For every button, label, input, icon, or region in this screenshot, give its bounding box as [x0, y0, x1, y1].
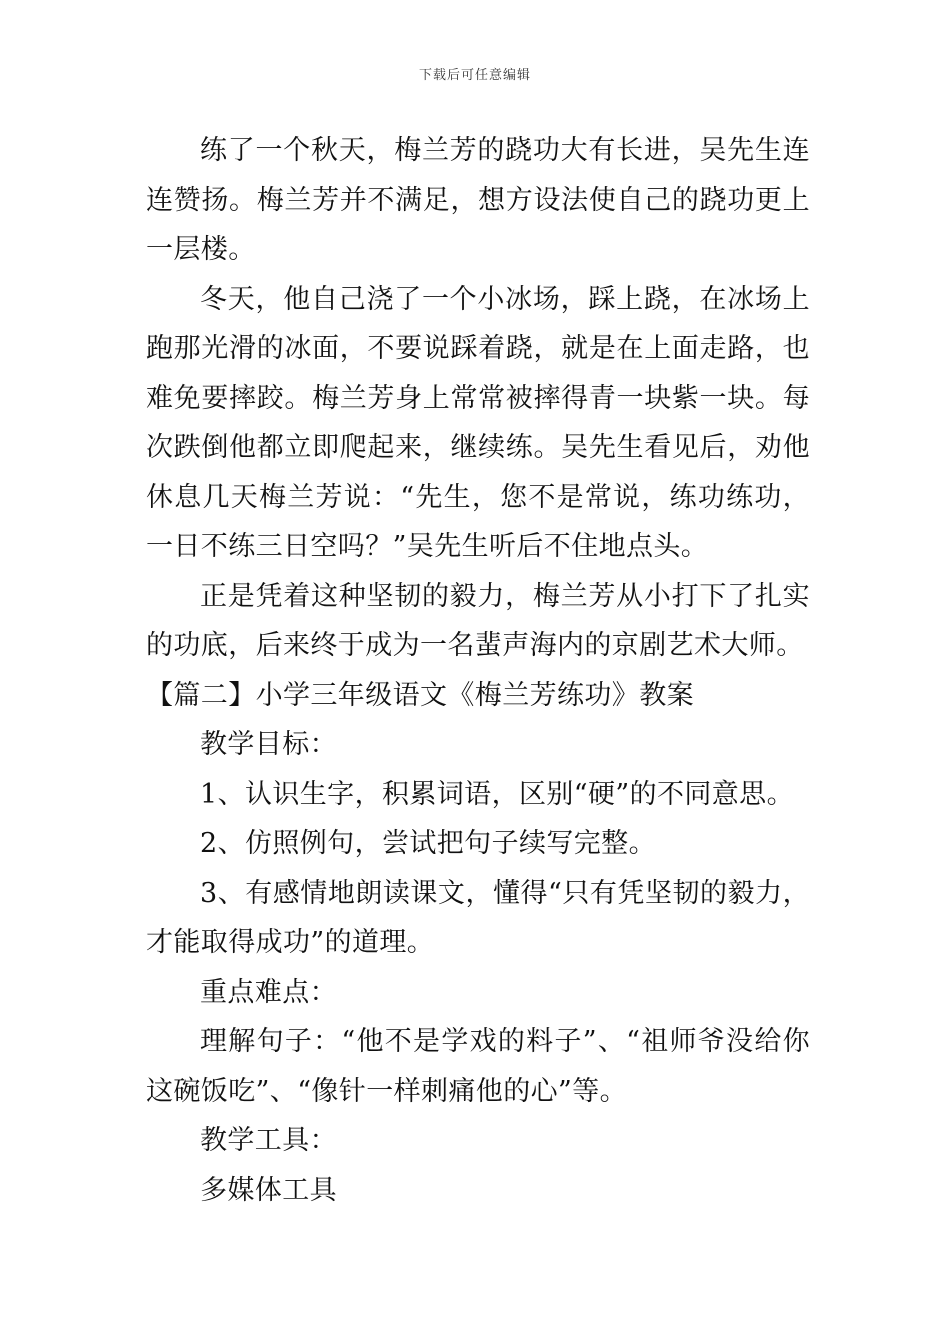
section-heading: 【篇二】小学三年级语文《梅兰芳练功》教案	[146, 679, 694, 711]
key-points-text: 理解句子：“他不是学戏的料子”、“祖师爷没给你这碗饭吃”、“像针一样刺痛他的心”等。	[146, 1026, 810, 1107]
document-body	[146, 126, 810, 1215]
tools-heading: 教学工具：	[200, 1125, 337, 1156]
key-points-heading: 重点难点：	[200, 976, 337, 1008]
objective-item: 1、认识生字，积累词语，区别“硬”的不同意思。	[200, 778, 794, 810]
page-header-note: 下载后可任意编辑	[418, 68, 531, 83]
objective-item: 2、仿照例句，尝试把句子续写完整。	[200, 828, 656, 859]
tools-text: 多媒体工具	[200, 1174, 337, 1206]
objectives-heading: 教学目标：	[200, 729, 337, 760]
paragraph-autumn-practice: 练了一个秋天，梅兰芳的跷功大有长进，吴先生连连赞扬。梅兰芳并不满足，想方设法使自己的跷功更上一层楼。	[146, 135, 810, 265]
objective-item: 3、有感情地朗读课文，懂得“只有凭坚韧的毅力，才能取得成功”的道理。	[146, 877, 810, 958]
paragraph-winter-ice-rink: 冬天，他自己浇了一个小冰场，踩上跷，在冰场上跑那光滑的冰面，不要说踩着跷，就是在上面走路，也难免要摔跤。梅兰芳身上常常被摔得青一块紫一块。每次跌倒他都立即爬起来，继续练。吴先生看见后，劝他休息几天梅兰芳说：“先生，您不是常说，练功练功，一日不练三日空吗？”吴先生听后不住地点头。	[146, 283, 810, 562]
paragraph-conclusion: 正是凭着这种坚韧的毅力，梅兰芳从小打下了扎实的功底，后来终于成为一名蜚声海内的京剧艺术大师。	[146, 580, 810, 661]
